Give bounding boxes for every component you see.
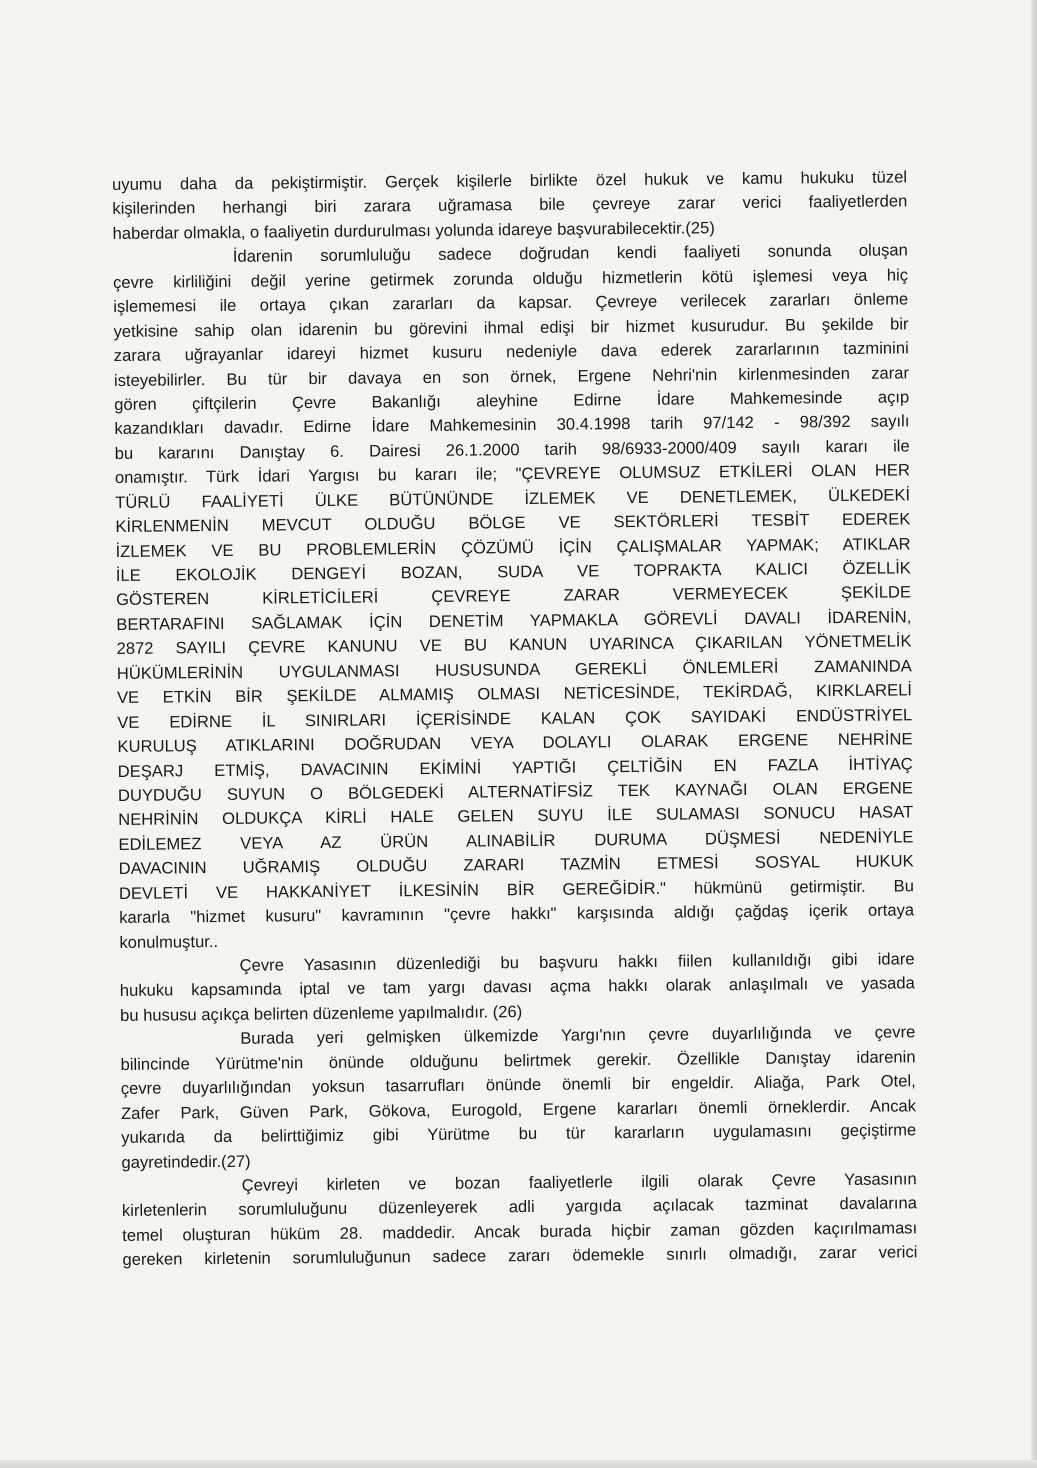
text-line: DAVACININ UĞRAMIŞ OLDUĞU ZARARI TAZMİN ETMESİ SOSYAL HUKUK xyxy=(118,851,914,879)
text-line: kazandıkları davadır. Edirne İdare Mahkemesinin 30.4.1998 tarih 97/142 - 98/392 sayılı xyxy=(114,411,910,439)
text-line: Zafer Park, Güven Park, Gökova, Eurogold, Ergene kararları önemli örneklerdir. Ancak xyxy=(120,1095,917,1123)
scan-edge-right xyxy=(1031,0,1037,1468)
text-line: İLE EKOLOJİK DENGEYİ BOZAN, SUDA VE TOPRAKTA KALICI ÖZELLİK xyxy=(115,558,911,585)
text-line: işlememesi ile ortaya çıkan zararları da kapsar. Çevreye verilecek zararları önleme xyxy=(113,289,909,317)
scan-edge-bottom xyxy=(0,1460,1037,1468)
text-line: 2872 SAYILI ÇEVRE KANUNU VE BU KANUN UYARINCA ÇIKARILAN YÖNETMELİK xyxy=(116,631,912,659)
text-line: bilincinde Yürütme'nin önünde olduğunu belirtmek gerekir. Özellikle Danıştay idarenin xyxy=(120,1047,916,1074)
text-line: yukarıda da belirttiğimiz gibi Yürütme bu tür kararların uygulamasını geçiştirme xyxy=(121,1120,917,1148)
text-line: uyumu daha da pekiştirmiştir. Gerçek kişilerle birlikte özel hukuk ve kamu hukuku tüzel xyxy=(112,167,908,194)
text-line: onamıştır. Türk İdari Yargısı bu kararı ile; "ÇEVREYE OLUMSUZ ETKİLERİ OLAN HER xyxy=(114,460,910,488)
text-line: gören çiftçilerin Çevre Bakanlığı aleyhine Edirne İdare Mahkemesinde açıp xyxy=(114,387,910,414)
text-line: KİRLENMENİN MEVCUT OLDUĞU BÖLGE VE SEKTÖRLERİ TESBİT EDEREK xyxy=(115,509,911,537)
text-line: NEHRİNİN OLDUKÇA KİRLİ HALE GELEN SUYU İLE SULAMASI SONUCU HASAT xyxy=(118,802,914,830)
text-line: DUYDUĞU SUYUN O BÖLGEDEKİ ALTERNATİFSİZ TEK KAYNAĞI OLAN ERGENE xyxy=(117,778,914,805)
text-line: İZLEMEK VE BU PROBLEMLERİN ÇÖZÜMÜ İÇİN ÇALIŞMALAR YAPMAK; ATIKLAR xyxy=(115,533,911,561)
text-line: VE ETKİN BİR ŞEKİLDE ALMAMIŞ OLMASI NETİCESİNDE, TEKİRDAĞ, KIRKLARELİ xyxy=(116,680,913,708)
text-line: HÜKÜMLERİNİN UYGULANMASI HUSUSUNDA GEREKLİ ÖNLEMLERİ ZAMANINDA xyxy=(116,656,912,683)
text-line: gayretindedir.(27) xyxy=(121,1151,251,1172)
text-line: çevre kirliliğini değil yerine getirmek zorunda olduğu hizmetlerin kötü işlemesi veya hiç xyxy=(112,265,909,292)
text-line: VE EDİRNE İL SINIRLARI İÇERİSİNDE KALAN ÇOK SAYIDAKİ ENDÜSTRİYEL xyxy=(117,704,913,732)
text-line: KURULUŞ ATIKLARINI DOĞRUDAN VEYA DOLAYLI OLARAK ERGENE NEHRİNE xyxy=(117,729,913,757)
text-line: Çevreyi kirleten ve bozan faaliyetlerle ilgili olarak Çevre Yasasının xyxy=(241,1169,917,1195)
text-line: Burada yeri gelmişken ülkemizde Yargı'nın çevre duyarlılığında ve çevre xyxy=(240,1022,916,1049)
text-line: isteyebilirler. Bu tür bir davaya en son örnek, Ergene Nehri'nin kirlenmesinden zarar xyxy=(113,362,910,390)
body-text xyxy=(112,165,918,1272)
text-line: zarara uğrayanlar idareyi hizmet kusuru nedeniyle dava ederek zararlarının tazminini xyxy=(113,338,909,366)
text-line: çevre duyarlılığından yoksun tasarrufları önünde önemli bir engeldir. Aliağa, Park Otel, xyxy=(120,1071,916,1099)
text-line: BERTARAFINI SAĞLAMAK İÇİN DENETİM YAPMAKLA GÖREVLİ DAVALI İDARENİN, xyxy=(116,607,912,634)
text-line: EDİLEMEZ VEYA AZ ÜRÜN ALINABİLİR DURUMA DÜŞMESİ NEDENİYLE xyxy=(118,827,914,854)
text-line: bu hususu açıkça belirten düzenleme yapılmalıdır. (26) xyxy=(119,1001,523,1025)
text-line: İdarenin sorumluluğu sadece doğrudan kendi faaliyeti sonunda oluşan xyxy=(232,240,908,267)
text-line: konulmuştur.. xyxy=(119,931,219,952)
text-line: yetkisine sahip olan idarenin bu görevini ihmal edişi bir hizmet kusurudur. Bu şekilde bir xyxy=(113,313,909,341)
text-line: kirletenlerin sorumluluğunu düzenleyerek adli yargıda açılacak tazminat davalarına xyxy=(121,1193,918,1221)
text-line: kararla "hizmet kusuru" kavramının "çevre hakkı" karşısında aldığı çağdaş içerik ortaya xyxy=(119,900,915,928)
text-line: hukuku kapsamında iptal ve tam yargı davası açma hakkı olarak anlaşılmalı ve yasada xyxy=(119,973,915,1001)
text-line: GÖSTEREN KİRLETİCİLERİ ÇEVREYE ZARAR VERMEYECEK ŞEKİLDE xyxy=(116,582,912,610)
text-line: gereken kirletenin sorumluluğunun sadece zararı ödemekle sınırlı olmadığı, zarar verici xyxy=(122,1242,918,1270)
text-line: bu kararını Danıştay 6. Dairesi 26.1.2000 tarih 98/6933-2000/409 sayılı kararı ile xyxy=(114,436,910,463)
text-line: kişilerinden herhangi biri zarara uğramasa bile çevreye zarar verici faaliyetlerden xyxy=(112,191,908,219)
text-line: DEŞARJ ETMİŞ, DAVACININ EKİMİNİ YAPTIĞI ÇELTİĞİN EN FAZLA İHTİYAÇ xyxy=(117,753,913,781)
text-line: DEVLETİ VE HAKKANİYET İLKESİNİN BİR GEREĞİDİR." hükmünü getirmiştir. Bu xyxy=(118,876,914,903)
text-line: haberdar olmakla, o faaliyetin durdurulması yolunda idareye başvurabilecektir.(25) xyxy=(112,218,715,243)
text-line: Çevre Yasasının düzenlediği bu başvuru hakkı fiilen kullanıldığı gibi idare xyxy=(239,949,915,975)
text-line: TÜRLÜ FAALİYETİ ÜLKE BÜTÜNÜNDE İZLEMEK VE DENETLEMEK, ÜLKEDEKİ xyxy=(115,485,911,512)
text-line: temel oluşturan hüküm 28. maddedir. Ancak burada hiçbir zaman gözden kaçırılmaması xyxy=(122,1218,918,1245)
